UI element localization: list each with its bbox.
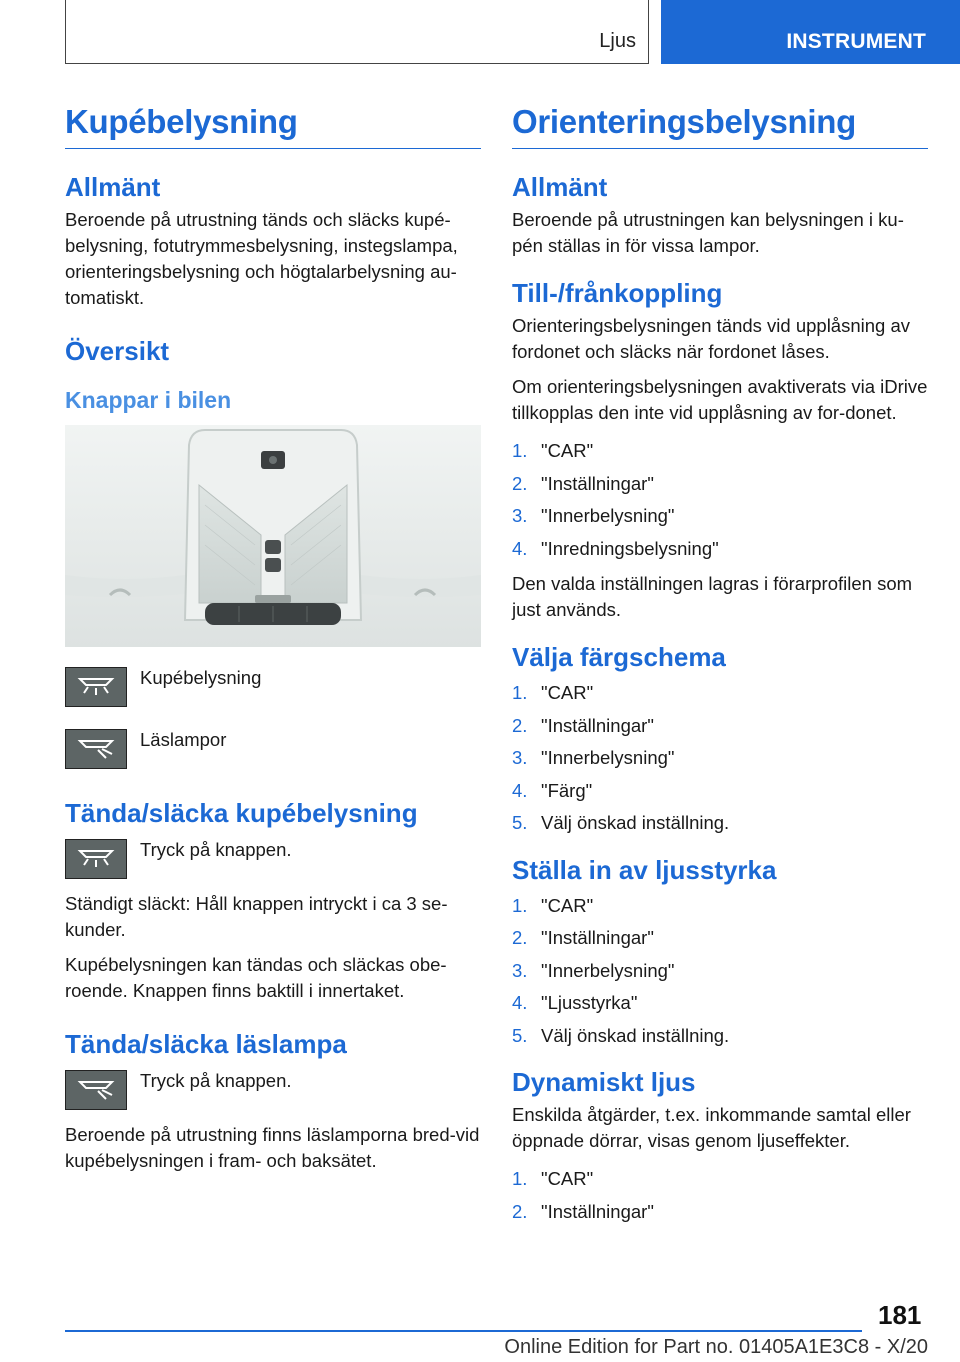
instruction-row-interior — [65, 837, 481, 879]
brightness-steps — [512, 890, 928, 1053]
instruction-text: Tryck på knappen. — [140, 839, 292, 860]
footer-edition: Online Edition for Part no. 01405A1E3C8 - X/20 — [504, 1336, 928, 1358]
heading-toggle-interior-light: Tända/släcka kupébelysning — [65, 798, 418, 828]
list-item: 5. Välj önskad inställning. — [512, 812, 730, 833]
list-item: 2. "Inställningar" — [512, 472, 654, 494]
reading-light-icon — [65, 729, 127, 769]
list-item: 4. "Inredningsbelysning" — [512, 537, 719, 559]
list-item: 3. "Innerbelysning" — [512, 505, 675, 526]
instruction-text: Tryck på knappen. — [140, 1070, 292, 1091]
list-item: 1. "CAR" — [512, 440, 594, 461]
general-text: Beroende på utrustning tänds och släcks kupé-belysning, fotutrymmesbelysning, instegslampa, orienteringsbelysning och högtalarbelysning au-tomatiskt. — [65, 209, 458, 308]
right-column — [512, 100, 928, 1234]
icon-row-interior-light — [65, 665, 481, 707]
list-item: 4. "Färg" — [512, 779, 593, 801]
list-item: 5. Välj önskad inställning. — [512, 1024, 730, 1046]
header-section-title: Ljus — [599, 30, 636, 52]
dynamic-text: Enskilda åtgärder, t.ex. inkommande samtal eller öppnade dörrar, visas genom ljuseffekter. — [512, 1104, 911, 1151]
heading-buttons-in-car: Knappar i bilen — [65, 387, 232, 413]
heading-general: Allmänt — [512, 172, 608, 202]
overhead-console-photo — [65, 425, 481, 647]
list-item: 1. "CAR" — [512, 894, 594, 916]
reading-light-icon — [65, 1070, 127, 1110]
heading-color-scheme: Välja färgschema — [512, 642, 726, 672]
onoff-text-2: Om orienteringsbelysningen avaktiverats via iDrive tillkopplas den inte vid upplåsning av for-donet. — [512, 376, 928, 423]
interior-light-icon — [65, 667, 127, 707]
list-item: 2. "Inställningar" — [512, 1200, 654, 1222]
onoff-text-1: Orienteringsbelysningen tänds vid upplåsning av fordonet och släcks när fordonet låses. — [512, 315, 911, 362]
onoff-steps — [512, 435, 928, 565]
interior-light-label: Kupébelysning — [140, 667, 262, 688]
heading-general: Allmänt — [65, 172, 161, 202]
left-column — [65, 100, 481, 1183]
list-item: 4. "Ljusstyrka" — [512, 992, 638, 1013]
heading-dynamic-light: Dynamiskt ljus — [512, 1067, 696, 1097]
instruction-row-reading — [65, 1068, 481, 1110]
list-item: 2. "Inställningar" — [512, 714, 654, 736]
list-item: 1. "CAR" — [512, 682, 594, 703]
section-title-interior-lighting: Kupébelysning — [65, 100, 481, 149]
onoff-text-3: Den valda inställningen lagras i förarprofilen som just används. — [512, 573, 913, 620]
permanently-off-text: Ständigt släckt: Håll knappen intryckt i ca 3 se-kunder. — [65, 893, 448, 940]
heading-toggle-reading-light: Tända/släcka läslampa — [65, 1029, 347, 1059]
heading-overview: Översikt — [65, 336, 170, 366]
overhead-console-illustration — [65, 425, 481, 647]
section-title-orientation-lighting: Orienteringsbelysning — [512, 100, 928, 149]
list-item: 1. "CAR" — [512, 1168, 594, 1189]
header-section-box — [65, 0, 649, 64]
header-chapter-tab: INSTRUMENT — [661, 0, 960, 64]
reading-light-location-text: Beroende på utrustning finns läslamporna bred-vid kupébelysningen i fram- och baksätet. — [65, 1124, 480, 1171]
interior-light-icon — [65, 839, 127, 879]
color-steps — [512, 677, 928, 840]
independent-toggle-text: Kupébelysningen kan tändas och släckas obe-roende. Knappen finns baktill i innertaket. — [65, 954, 447, 1001]
list-item: 3. "Innerbelysning" — [512, 959, 675, 981]
footer-divider — [65, 1330, 862, 1332]
heading-on-off: Till-/frånkoppling — [512, 278, 723, 308]
heading-brightness: Ställa in av ljusstyrka — [512, 854, 777, 885]
general-text: Beroende på utrustningen kan belysningen i ku-pén ställas in för vissa lampor. — [512, 209, 904, 256]
list-item: 3. "Innerbelysning" — [512, 747, 675, 768]
page-number: 181 — [878, 1300, 922, 1330]
dynamic-steps — [512, 1163, 928, 1228]
icon-row-reading-light — [65, 727, 481, 769]
reading-light-label: Läslampor — [140, 729, 227, 750]
list-item: 2. "Inställningar" — [512, 927, 654, 948]
